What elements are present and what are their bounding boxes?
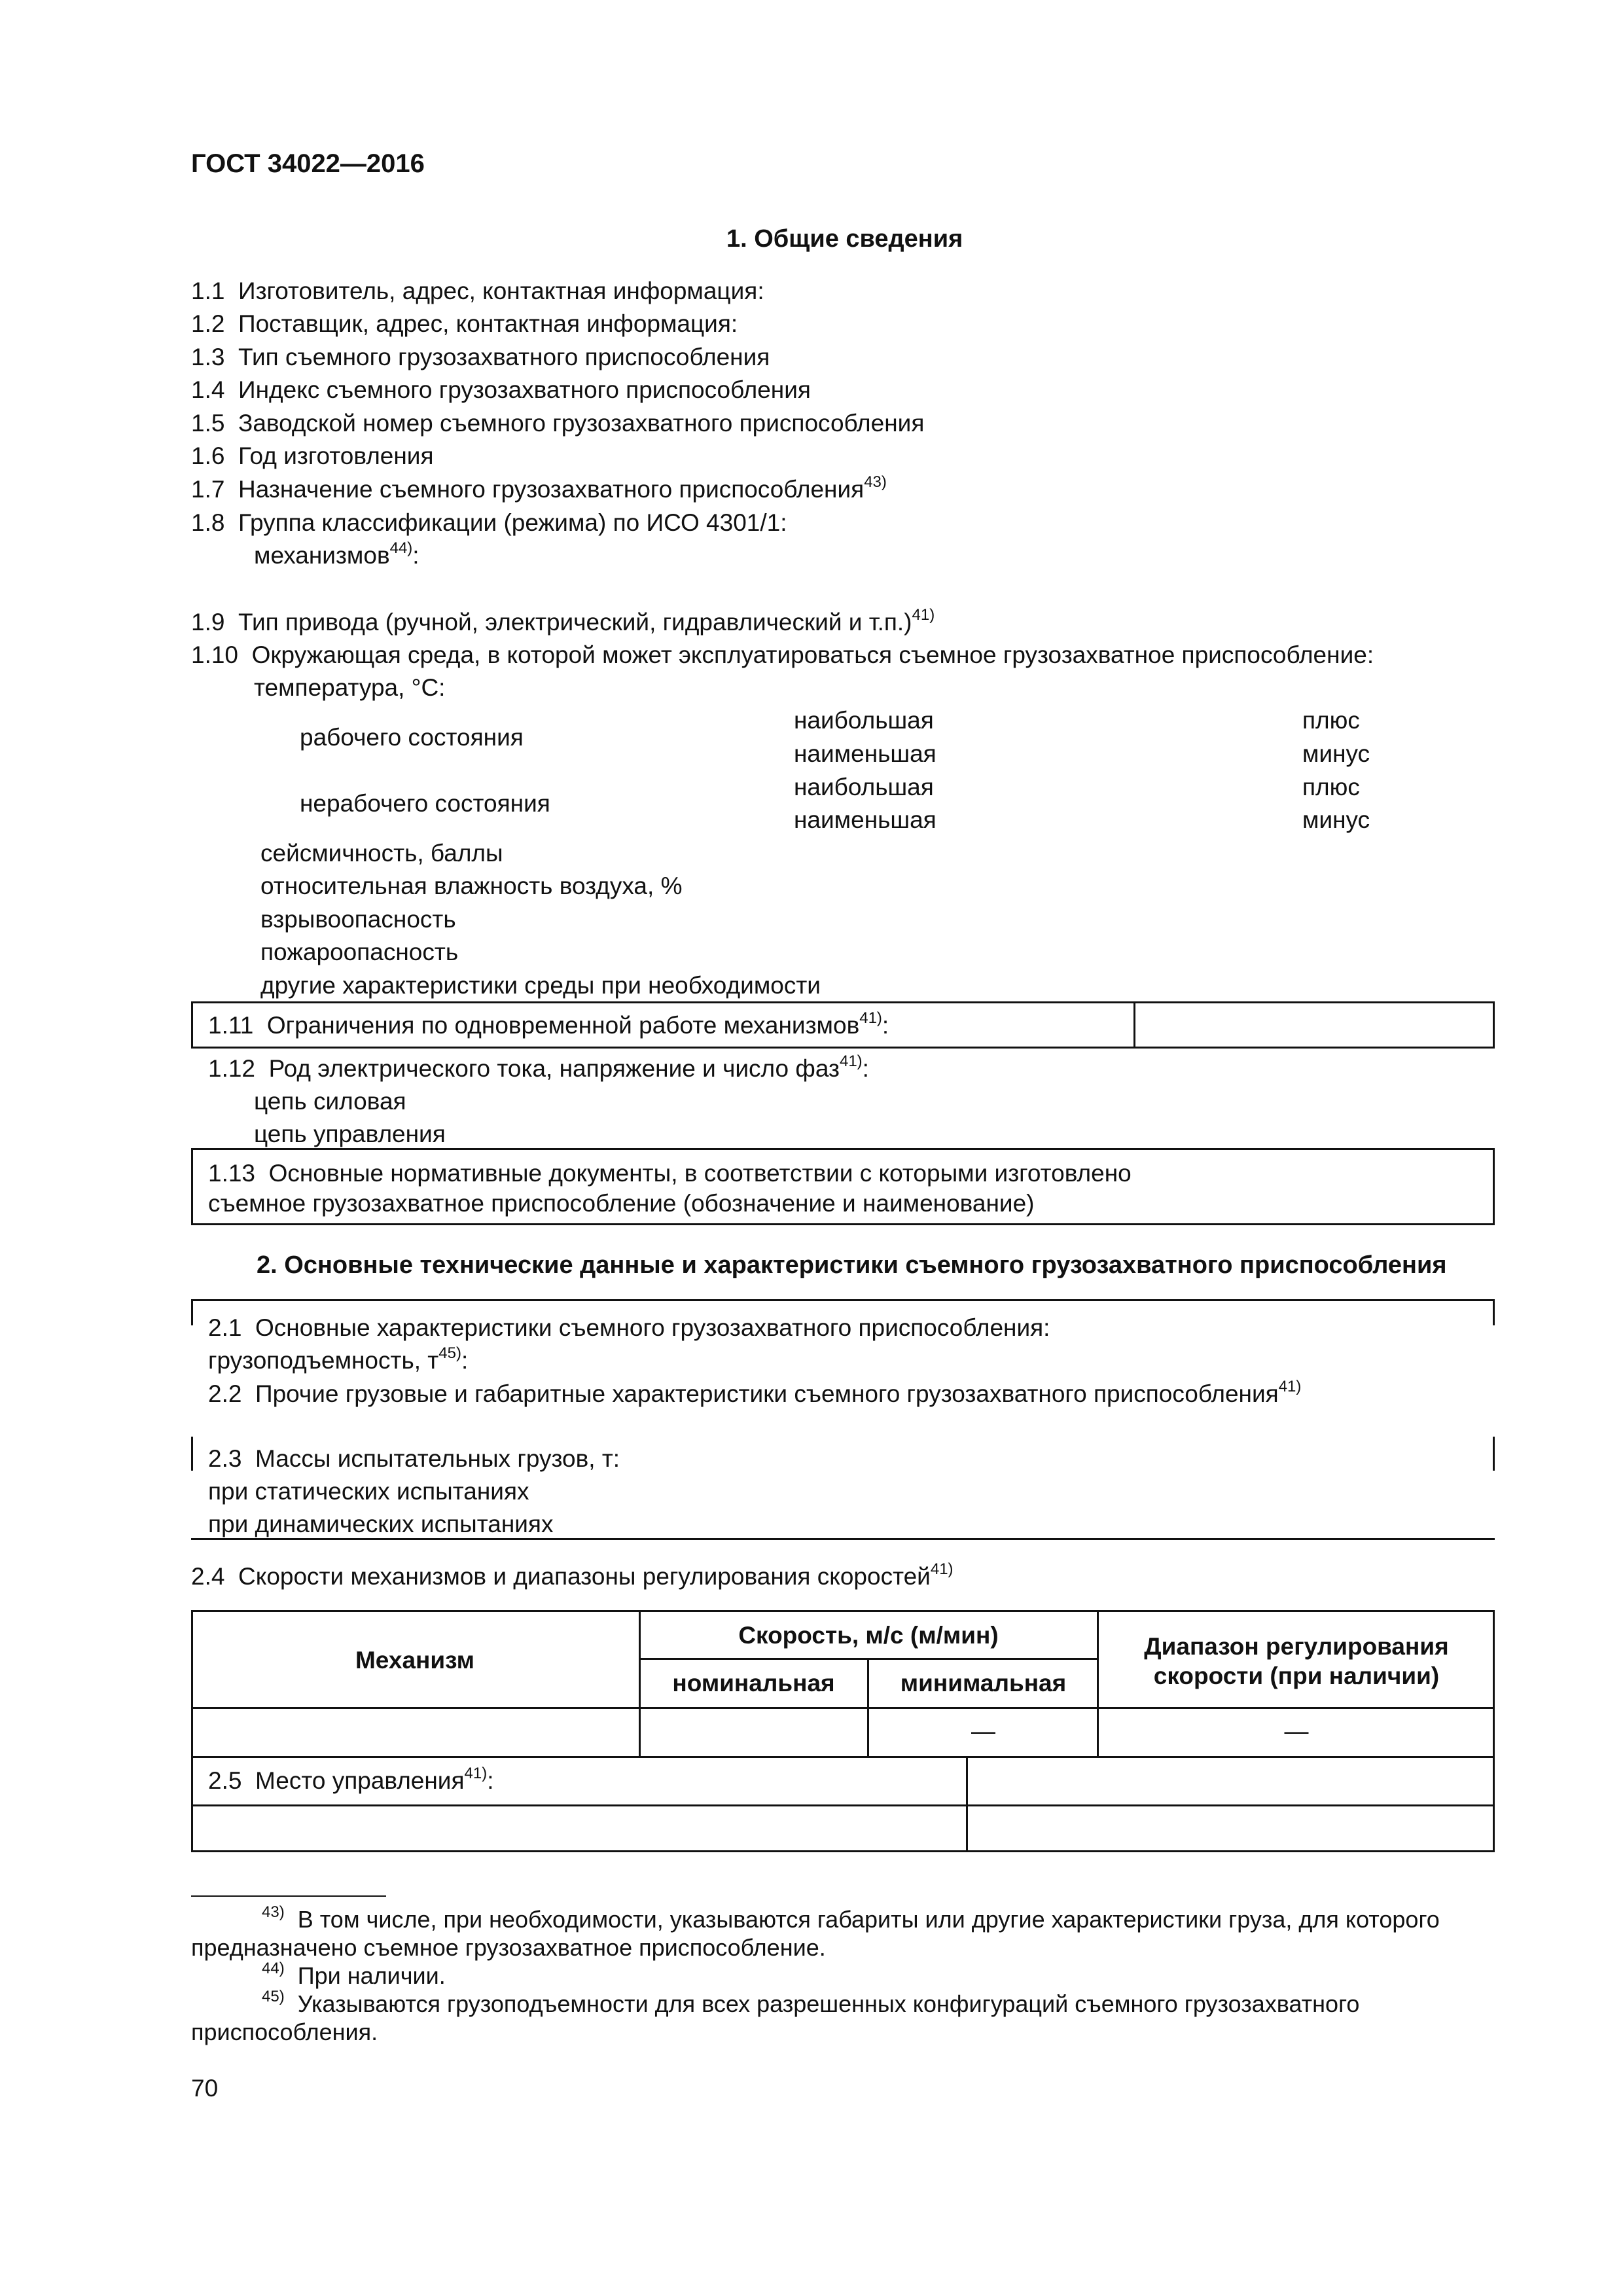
range-dash: —: [1284, 1717, 1309, 1744]
footnote-ref: 44): [389, 539, 413, 557]
item-text: Тип привода (ручной, электрический, гидравлический и т.п.): [238, 609, 912, 636]
item-text: Назначение съемного грузозахватного приспособления: [238, 476, 865, 503]
footnote-mark: 44): [262, 1960, 285, 1977]
fire-label: пожароопасность: [260, 939, 459, 965]
document-code: ГОСТ 34022—2016: [191, 149, 425, 178]
footnote-mark: 45): [262, 1988, 285, 2005]
colon: :: [487, 1767, 494, 1794]
item-2-1: [208, 1314, 1050, 1342]
explosion-label: взрывоопасность: [260, 906, 456, 933]
item-1-3: [191, 344, 770, 371]
item-number: 2.3: [208, 1445, 242, 1472]
nonworking-minus-label: минус: [1302, 806, 1370, 833]
item-2-1-right-border: [1493, 1299, 1495, 1325]
nonworking-min-label: наименьшая: [794, 806, 936, 833]
item-number: 1.13: [208, 1160, 256, 1187]
footnote-text: Указываются грузоподъемности для всех разрешенных конфигураций съемного грузозахватного: [297, 1990, 1360, 2017]
section-2-title: 2. Основные технические данные и характеристики съемного грузозахватного приспособления: [257, 1251, 1447, 1279]
item-number: 1.9: [191, 609, 225, 636]
item-number: 1.4: [191, 376, 225, 403]
item-text: Ограничения по одновременной работе механизмов: [266, 1012, 860, 1039]
static-test-label: при статических испытаниях: [208, 1478, 529, 1505]
capacity-label: [208, 1344, 469, 1374]
page-number: 70: [191, 2075, 219, 2102]
item-number: 2.2: [208, 1380, 242, 1407]
item-number: 1.12: [208, 1055, 256, 1082]
item-2-1-left-border: [191, 1299, 193, 1325]
item-text: Скорости механизмов и диапазоны регулирования скоростей: [238, 1563, 931, 1590]
item-2-3: [208, 1445, 620, 1473]
item-number: 1.3: [191, 344, 225, 370]
item-text: Массы испытательных грузов, т:: [255, 1445, 620, 1472]
footnote-ref: 41): [464, 1765, 488, 1782]
seismic-label: сейсмичность, баллы: [260, 840, 503, 867]
item-text: Место управления: [255, 1767, 465, 1794]
footnote-text: В том числе, при необходимости, указываются габариты или другие характеристики груза, для которого: [297, 1906, 1440, 1933]
item-number: 1.2: [191, 310, 225, 337]
header-range-line-2: скорости (при наличии): [1153, 1662, 1440, 1689]
other-environment-label: другие характеристики среды при необходимости: [260, 972, 821, 999]
footnote-ref: 41): [859, 1009, 882, 1027]
footnote-ref: 43): [864, 473, 887, 491]
footnote-45-continuation: приспособления.: [191, 2018, 378, 2045]
nonworking-plus-label: плюс: [1302, 774, 1360, 800]
item-number: 1.6: [191, 442, 225, 469]
item-2-4: [191, 1560, 954, 1590]
footnote-ref: 41): [912, 606, 935, 624]
item-2-3-right-border: [1493, 1437, 1495, 1471]
item-number: 1.10: [191, 641, 239, 668]
colon: :: [882, 1012, 889, 1039]
item-2-5: [208, 1767, 493, 1795]
item-number: 1.1: [191, 278, 225, 304]
footnote-44: [262, 1962, 446, 1990]
item-1-1: [191, 278, 764, 305]
item-1-8: [191, 509, 787, 537]
capacity-text: грузоподъемность, т: [208, 1347, 439, 1374]
item-1-5: [191, 410, 924, 437]
item-text: Год изготовления: [238, 442, 434, 469]
item-number: 2.4: [191, 1563, 225, 1590]
working-minus-label: минус: [1302, 740, 1370, 767]
footnote-ref: 41): [1278, 1378, 1302, 1395]
header-range-line-1: Диапазон регулирования: [1144, 1633, 1449, 1660]
row-1-bottom-line: [191, 1756, 1495, 1758]
item-2-1-top-border: [191, 1299, 1495, 1301]
working-plus-label: плюс: [1302, 707, 1360, 734]
item-1-7: [191, 473, 887, 503]
footnote-45: [262, 1990, 1495, 2018]
nonworking-state-label: нерабочего состояния: [300, 790, 550, 817]
header-speed: Скорость, м/с (м/мин): [738, 1622, 999, 1649]
item-number: 1.11: [208, 1012, 254, 1039]
item-2-3-bottom-border: [191, 1538, 1495, 1540]
item-number: 1.7: [191, 476, 225, 503]
item-number: 2.1: [208, 1314, 242, 1341]
row-2-bottom-line: [191, 1804, 1495, 1806]
footnote-43: [262, 1903, 1440, 1933]
header-nominal: номинальная: [672, 1670, 835, 1696]
item-1-6: [191, 442, 434, 470]
item-1-13-line-1: [208, 1160, 1132, 1187]
humidity-label: относительная влажность воздуха, %: [260, 872, 683, 899]
footnote-43-continuation: предназначено съемное грузозахватное приспособление.: [191, 1934, 826, 1961]
item-1-4: [191, 376, 811, 404]
power-circuit-label: цепь силовая: [254, 1088, 406, 1115]
working-max-label: наибольшая: [794, 707, 934, 734]
item-1-12: [208, 1052, 869, 1083]
item-number: 2.5: [208, 1767, 242, 1794]
item-number: 1.8: [191, 509, 225, 536]
footnote-ref: 45): [438, 1344, 461, 1362]
item-text: Группа классификации (режима) по ИСО 4301/1:: [238, 509, 787, 536]
control-circuit-label: цепь управления: [254, 1121, 446, 1147]
item-1-9: [191, 606, 935, 636]
footnote-separator: [191, 1895, 386, 1897]
item-2-2: [208, 1380, 1301, 1408]
item-text: Заводской номер съемного грузозахватного приспособления: [238, 410, 925, 437]
item-1-13-line-2: съемное грузозахватное приспособление (обозначение и наименование): [208, 1190, 1035, 1217]
section-1-title: 1. Общие сведения: [726, 225, 963, 253]
colon: :: [412, 542, 419, 569]
item-2-3-left-border: [191, 1437, 193, 1471]
working-min-label: наименьшая: [794, 740, 936, 767]
item-text: Тип съемного грузозахватного приспособления: [238, 344, 770, 370]
working-state-label: рабочего состояния: [300, 724, 524, 751]
footnote-text: При наличии.: [297, 1962, 446, 1989]
item-text: Изготовитель, адрес, контактная информация:: [238, 278, 764, 304]
nonworking-max-label: наибольшая: [794, 774, 934, 800]
header-mechanism: Механизм: [355, 1647, 474, 1674]
temperature-label: температура, °С:: [254, 674, 446, 701]
item-1-2: [191, 310, 738, 338]
item-text: Окружающая среда, в которой может эксплуатироваться съемное грузозахватное приспособление:: [251, 641, 1374, 668]
header-minimal: минимальная: [900, 1670, 1067, 1696]
colon: :: [862, 1055, 869, 1082]
footnote-mark: 43): [262, 1903, 285, 1921]
item-number: 1.5: [191, 410, 225, 437]
footnote-ref: 41): [930, 1560, 954, 1578]
footnote-ref: 41): [839, 1052, 863, 1070]
dynamic-test-label: при динамических испытаниях: [208, 1511, 554, 1537]
item-text: Основные нормативные документы, в соответствии с которыми изготовлено: [268, 1160, 1132, 1187]
mechanisms-label: механизмов: [254, 542, 390, 569]
item-1-10: [191, 641, 1374, 669]
item-1-8-mechanisms: [254, 539, 419, 569]
item-text: Прочие грузовые и габаритные характеристики съемного грузозахватного приспособления: [255, 1380, 1279, 1407]
item-text: Основные характеристики съемного грузозахватного приспособления:: [255, 1314, 1050, 1341]
colon: :: [461, 1347, 469, 1374]
item-1-11-divider: [1133, 1001, 1135, 1049]
item-text: Поставщик, адрес, контактная информация:: [238, 310, 738, 337]
minimal-speed-dash: —: [971, 1717, 995, 1744]
item-text: Индекс съемного грузозахватного приспособления: [238, 376, 811, 403]
header-bottom-line: [191, 1707, 1495, 1709]
item-text: Род электрического тока, напряжение и число фаз: [268, 1055, 840, 1082]
item-1-11: [208, 1009, 889, 1039]
footnote-45-wrapper: [262, 1990, 1359, 2018]
control-place-divider: [966, 1756, 968, 1852]
